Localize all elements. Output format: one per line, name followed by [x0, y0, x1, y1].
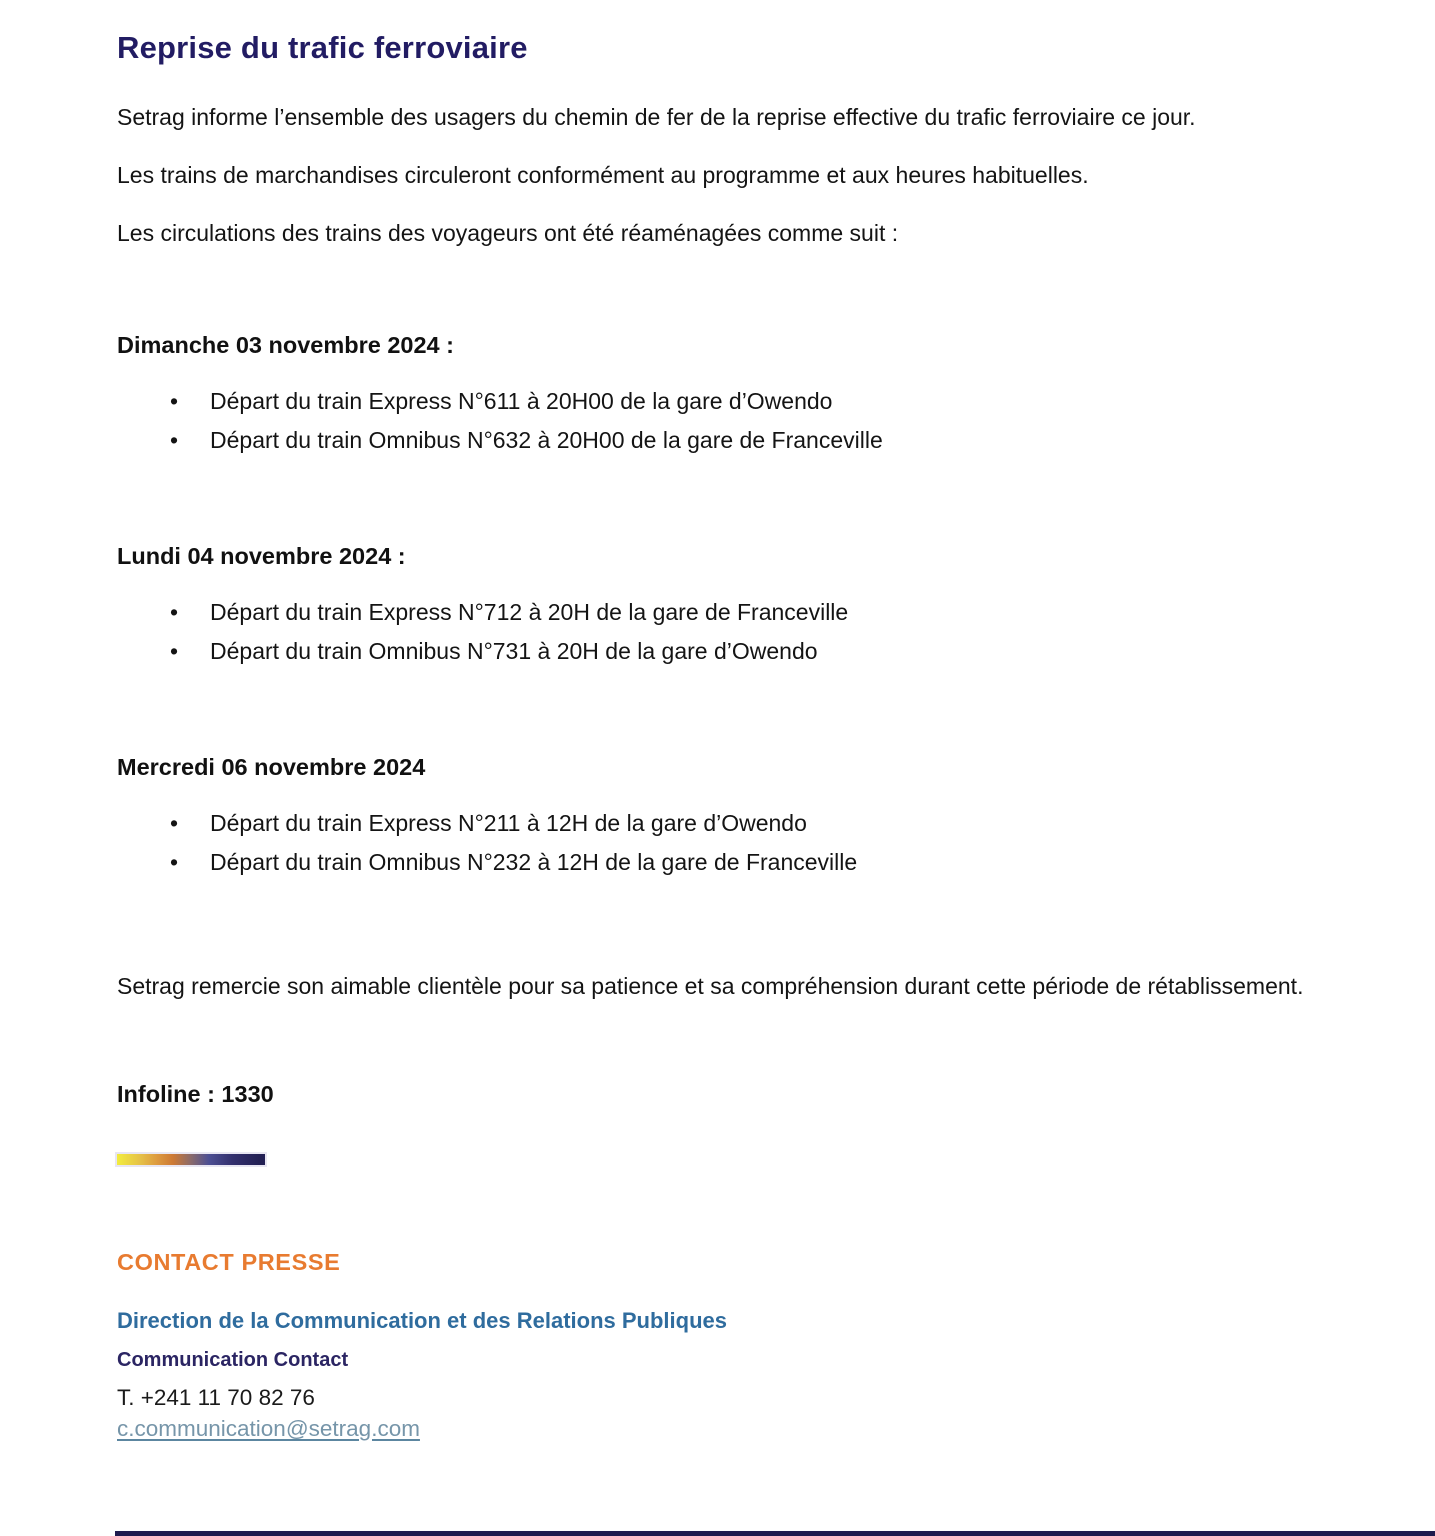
infoline-label: Infoline : 1330	[117, 1081, 274, 1107]
section-heading: Dimanche 03 novembre 2024 :	[117, 332, 454, 358]
section-heading: Mercredi 06 novembre 2024	[117, 754, 426, 780]
schedule-section-wednesday	[117, 752, 1368, 881]
list-item: • Départ du train Omnibus N°632 à 20H00 de la gare de Franceville	[170, 421, 1368, 460]
departure-list	[117, 804, 1368, 881]
footer-bar	[115, 1531, 1435, 1536]
closing-paragraph: Setrag remercie son aimable clientèle pour sa patience et sa compréhension durant cette période de rétablissement.	[117, 973, 1304, 999]
contact-department: Direction de la Communication et des Relations Publiques	[117, 1308, 727, 1333]
brand-gradient-bar	[117, 1154, 265, 1165]
section-heading: Lundi 04 novembre 2024 :	[117, 543, 406, 569]
contact-email-link[interactable]: c.communication@setrag.com	[117, 1416, 420, 1441]
schedule-section-sunday	[117, 330, 1368, 459]
contact-phone: T. +241 11 70 82 76	[117, 1385, 315, 1410]
departure-list	[117, 382, 1368, 459]
list-item: • Départ du train Express N°712 à 20H de la gare de Franceville	[170, 593, 1368, 632]
departure-list	[117, 593, 1368, 670]
schedule-section-monday	[117, 541, 1368, 670]
contact-presse-heading: CONTACT PRESSE	[117, 1249, 341, 1275]
intro-paragraph-3: Les circulations des trains des voyageurs ont été réaménagées comme suit :	[117, 220, 899, 246]
list-item: • Départ du train Omnibus N°232 à 12H de la gare de Franceville	[170, 843, 1368, 882]
intro-paragraph-1: Setrag informe l’ensemble des usagers du chemin de fer de la reprise effective du trafic ferroviaire ce jour.	[117, 104, 1196, 130]
intro-paragraph-2: Les trains de marchandises circuleront conformément au programme et aux heures habituelles.	[117, 162, 1089, 188]
contact-name: Communication Contact	[117, 1349, 349, 1371]
list-item: • Départ du train Express N°211 à 12H de la gare d’Owendo	[170, 804, 1368, 843]
list-item: • Départ du train Express N°611 à 20H00 de la gare d’Owendo	[170, 382, 1368, 421]
page-title: Reprise du trafic ferroviaire	[117, 30, 528, 65]
list-item: • Départ du train Omnibus N°731 à 20H de la gare d’Owendo	[170, 632, 1368, 671]
